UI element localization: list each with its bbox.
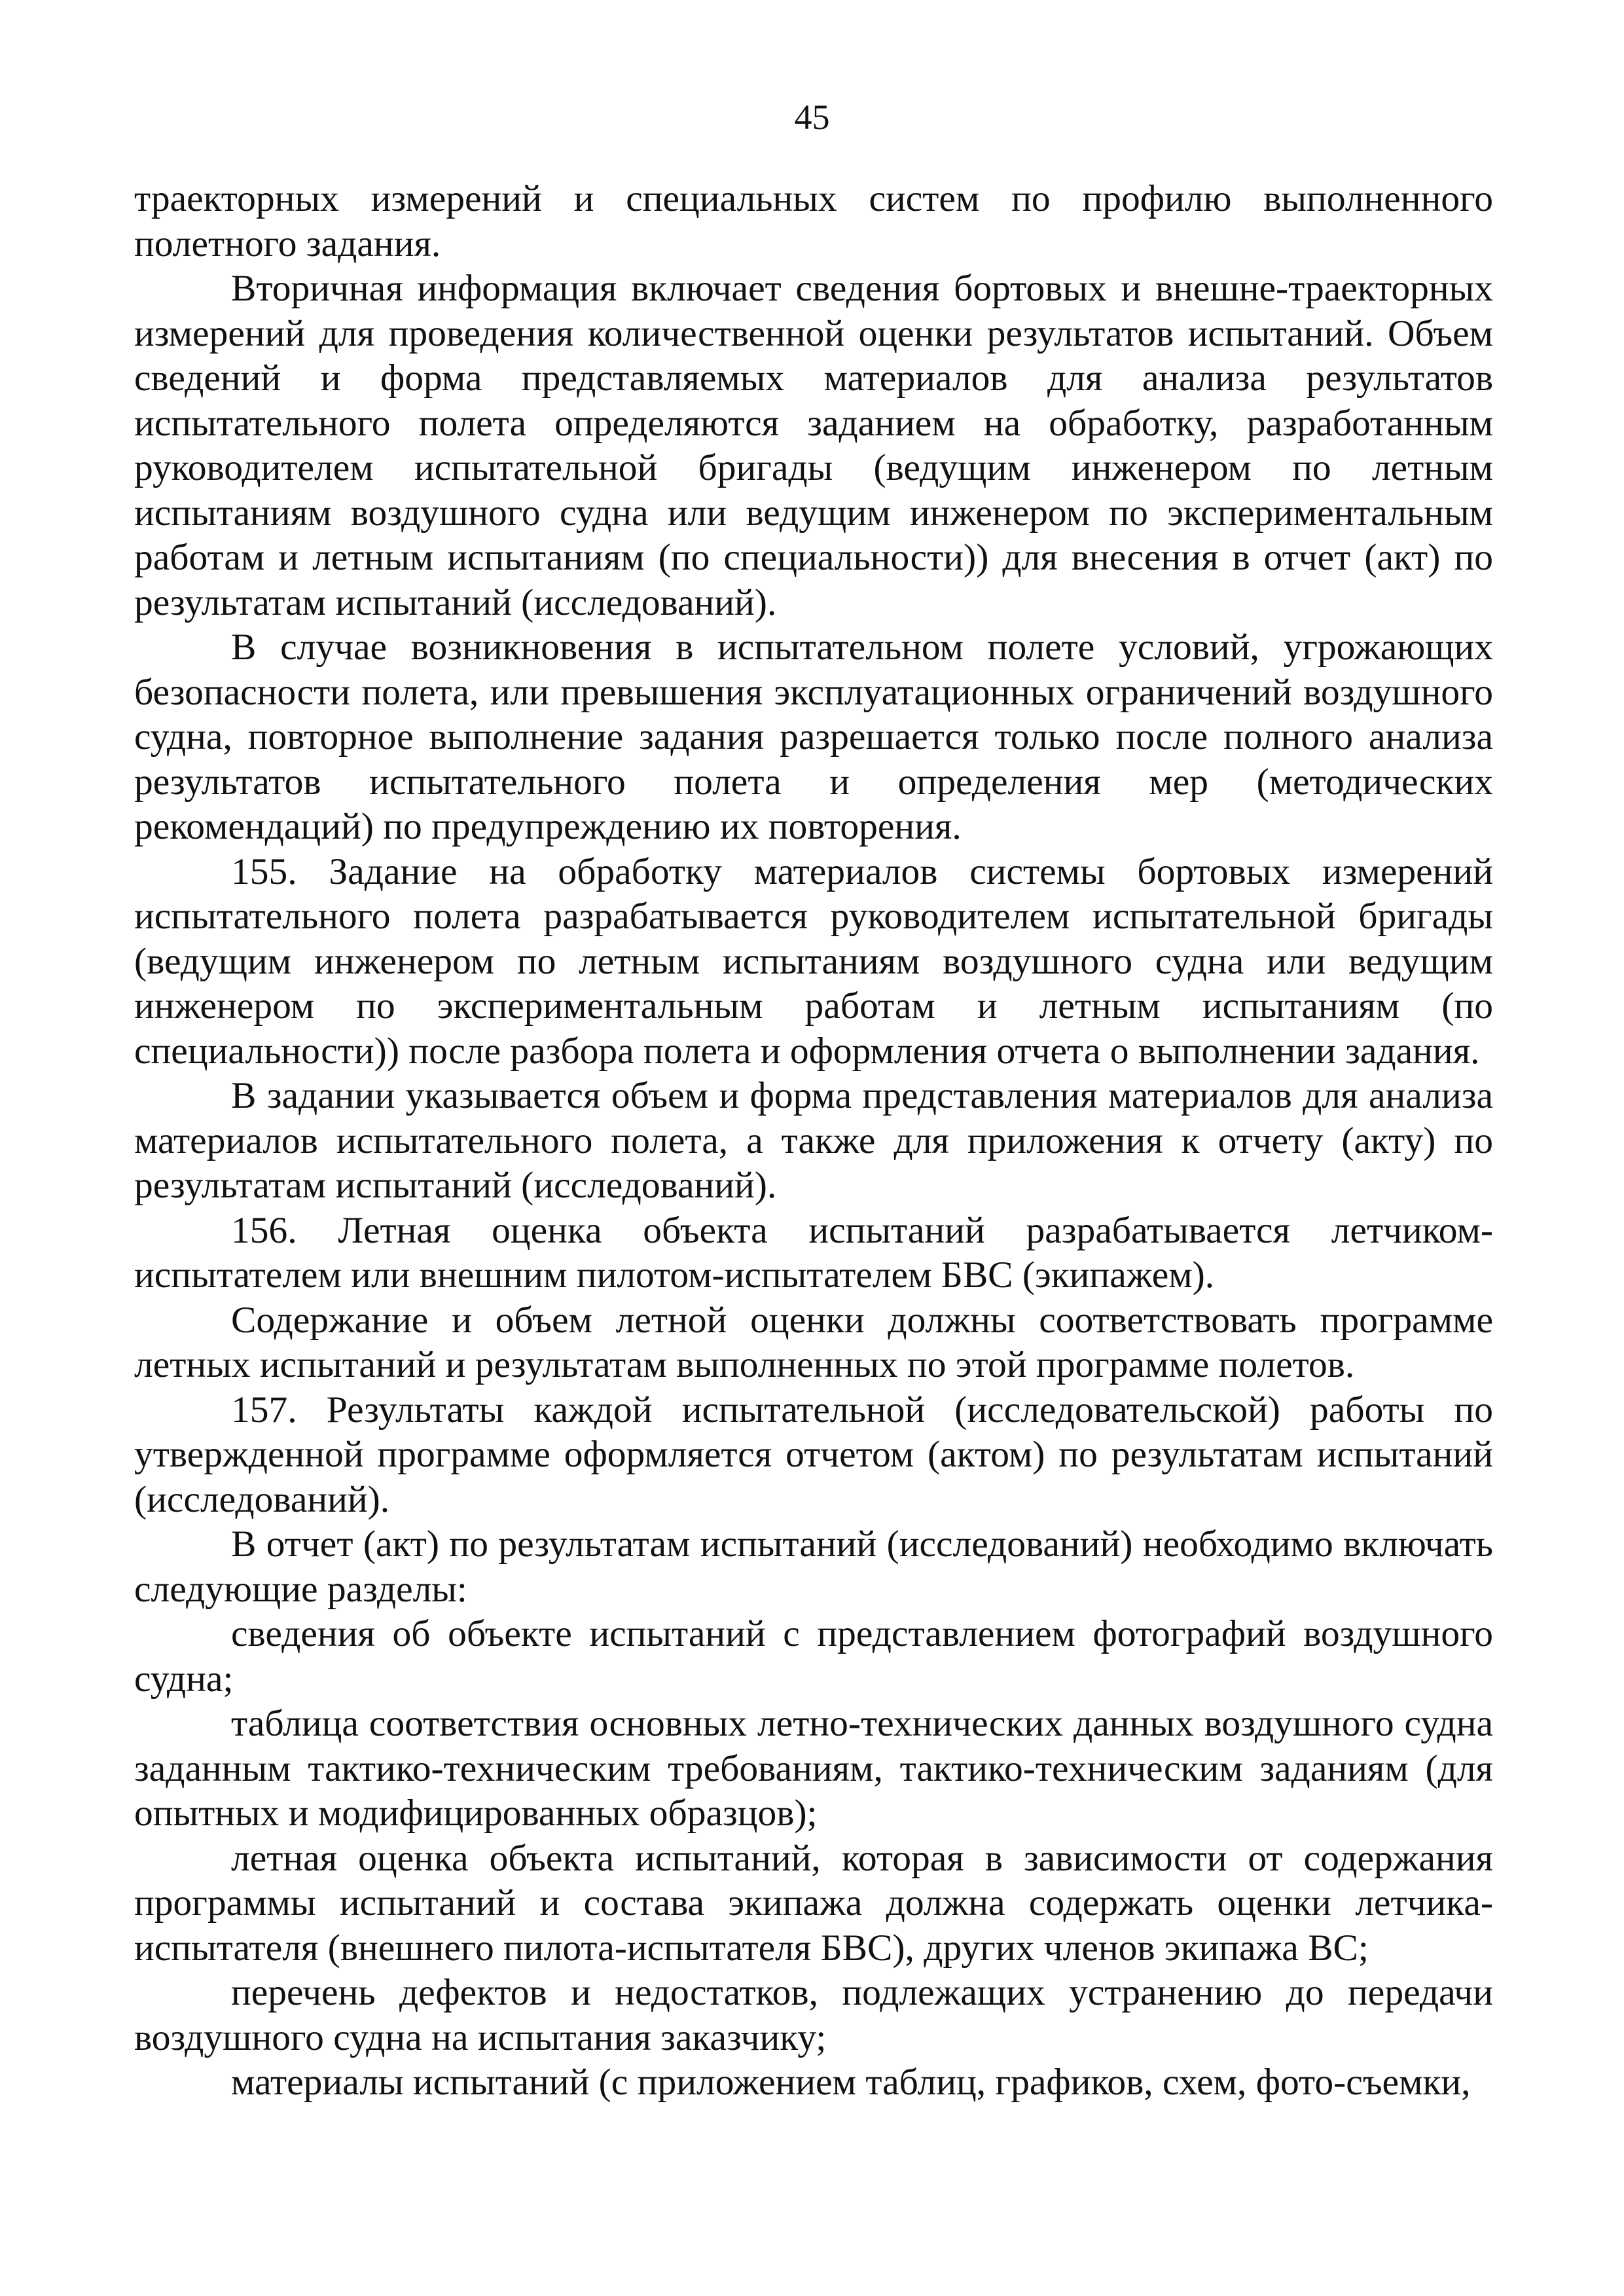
paragraph-flight-assessment-content: Содержание и объем летной оценки должны соответствовать программе летных испытаний и результатам выполненных по этой программе полетов. <box>134 1299 1493 1385</box>
document-body <box>134 177 1493 2105</box>
list-item-flight-assessment: летная оценка объекта испытаний, которая в зависимости от содержания программы испытаний и состава экипажа должна содержать оценки летчика-испытателя (внешнего пилота-испытателя БВС), других членов экипажа ВС; <box>134 1837 1493 1969</box>
list-item-defects: перечень дефектов и недостатков, подлежащих устранению до передачи воздушного судна на испытания заказчику; <box>134 1972 1493 2058</box>
paragraph-emergency-conditions: В случае возникновения в испытательном полете условий, угрожающих безопасности полета, или превышения эксплуатационных ограничений воздушного судна, повторное выполнение задания разрешается только после полного анализа результатов испытательного полета и определения мер (методических рекомендаций) по предупреждению их повторения. <box>134 627 1493 847</box>
list-item-test-materials: материалы испытаний (с приложением таблиц, графиков, схем, фото-съемки, <box>231 2062 1471 2103</box>
paragraph-continuation: траекторных измерений и специальных систем по профилю выполненного полетного задания. <box>134 178 1493 264</box>
page-number: 45 <box>794 98 830 137</box>
paragraph-secondary-info: Вторичная информация включает сведения бортовых и внешне-траекторных измерений для проведения количественной оценки результатов испытаний. Объем сведений и форма представляемых материалов для анализа результатов испытательного полета определяются заданием на обработку, разработанным руководителем испытательной бригады (ведущим инженером по летным испытаниям воздушного судна или ведущим инженером по экспериментальным работам и летным испытаниям (по специальности)) для внесения в отчет (акт) по результатам испытаний (исследований). <box>134 268 1493 623</box>
paragraph-item-156: 156. Летная оценка объекта испытаний разрабатывается летчиком-испытателем или внешним пилотом-испытателем БВС (экипажем). <box>134 1209 1493 1296</box>
paragraph-item-155: 155. Задание на обработку материалов системы бортовых измерений испытательного полета разрабатывается руководителем испытательной бригады (ведущим инженером по летным испытаниям воздушного судна или ведущим инженером по экспериментальным работам и летным испытаниям (по специальности)) после разбора полета и оформления отчета о выполнении задания. <box>134 850 1493 1072</box>
paragraph-task-content: В задании указывается объем и форма представления материалов для анализа материалов испытательного полета, а также для приложения к отчету (акту) по результатам испытаний (исследований). <box>134 1075 1493 1206</box>
list-item-object-info: сведения об объекте испытаний с представлением фотографий воздушного судна; <box>134 1613 1493 1700</box>
list-item-compliance-table: таблица соответствия основных летно-технических данных воздушного судна заданным тактико-техническим требованиям, тактико-техническим заданиям (для опытных и модифицированных образцов); <box>134 1703 1493 1834</box>
paragraph-item-157: 157. Результаты каждой испытательной (исследовательской) работы по утвержденной программе оформляется отчетом (актом) по результатам испытаний (исследований). <box>134 1389 1493 1520</box>
paragraph-report-sections-intro: В отчет (акт) по результатам испытаний (исследований) необходимо включать следующие разделы: <box>134 1523 1493 1610</box>
